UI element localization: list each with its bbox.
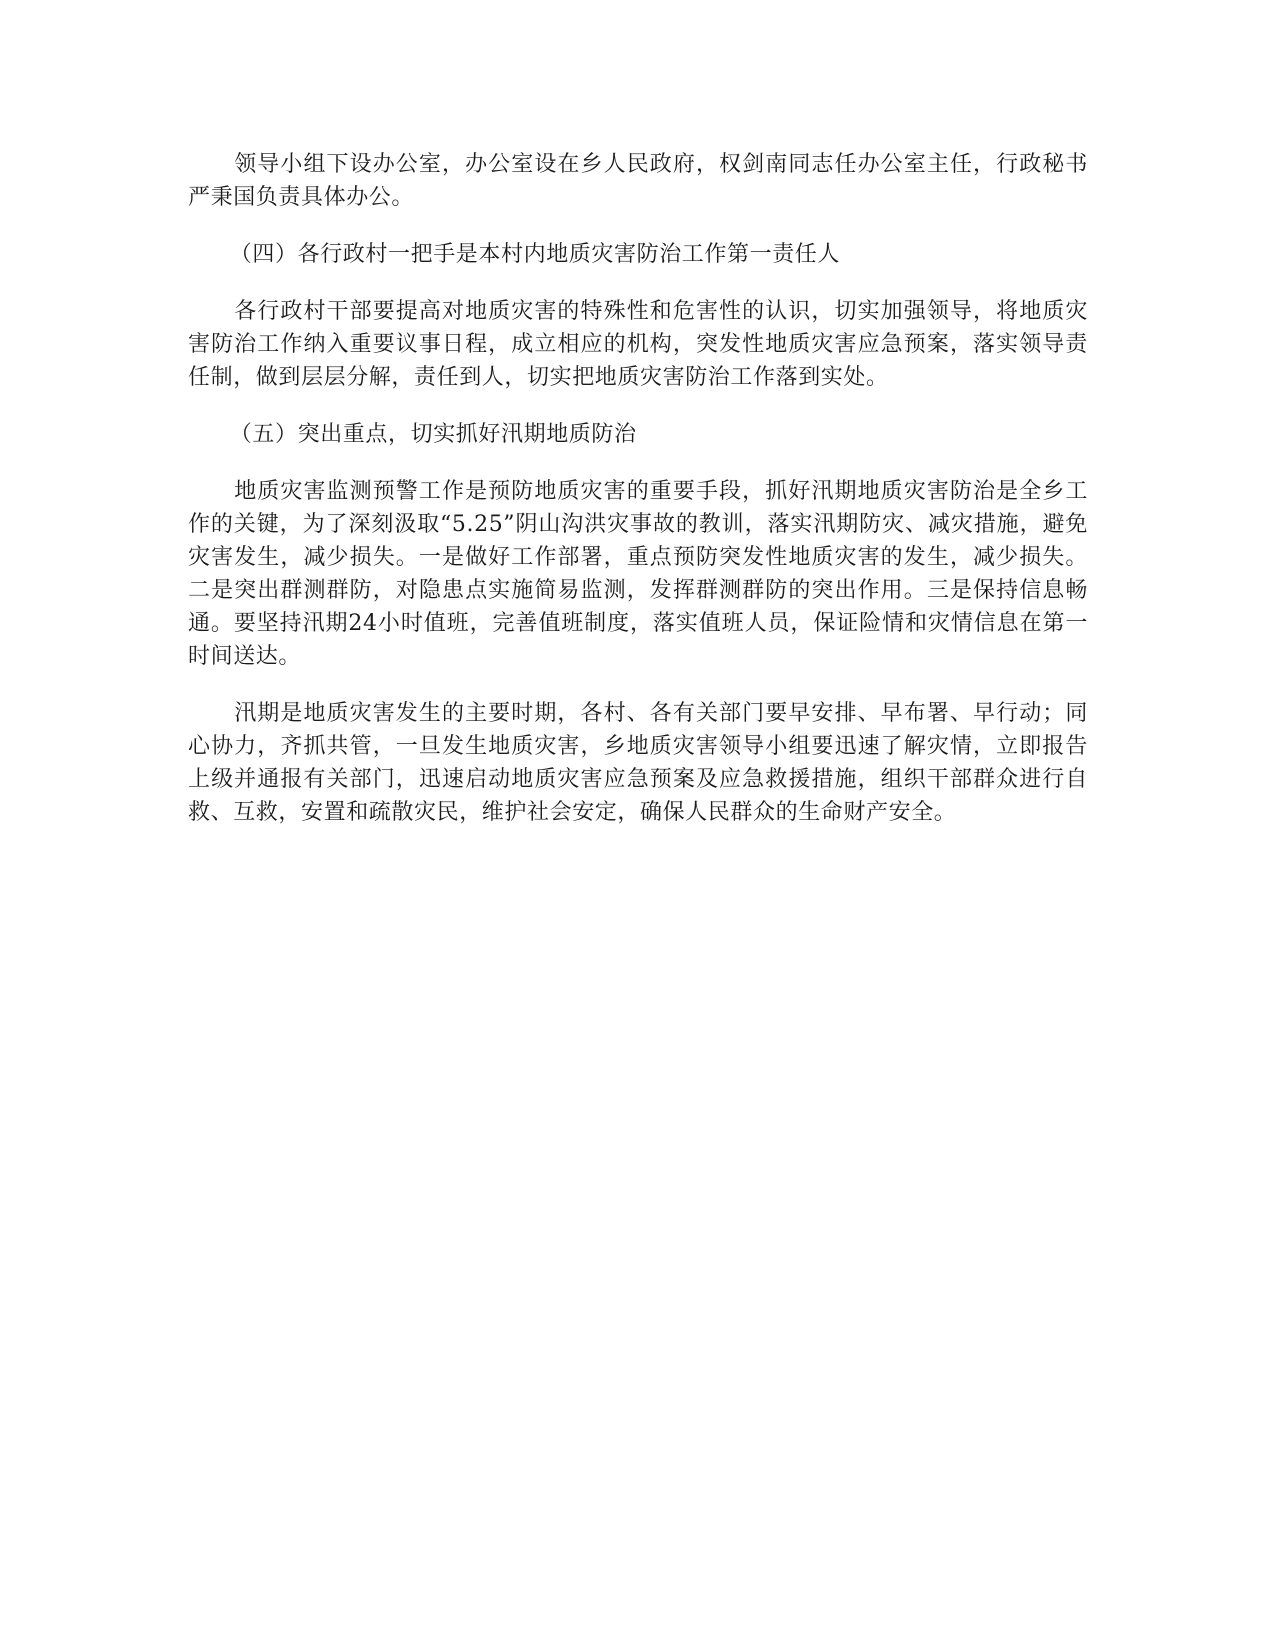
paragraph-village-responsibility: 各行政村干部要提高对地质灾害的特殊性和危害性的认识，切实加强领导，将地质灾害防治工作纳入重要议事日程，成立相应的机构，突发性地质灾害应急预案，落实领导责任制，做到层层分解，责任到人，切实把地质灾害防治工作落到实处。: [188, 299, 1088, 390]
section-heading-four: （四）各行政村一把手是本村内地质灾害防治工作第一责任人: [229, 242, 840, 267]
paragraph-monitoring-warning: 地质灾害监测预警工作是预防地质灾害的重要手段，抓好汛期地质灾害防治是全乡工作的关键，为了深刻汲取“5.25”阴山沟洪灾事故的教训，落实汛期防灾、减灾措施，避免灾害发生，减少损失。一是做好工作部署，重点预防突发性地质灾害的发生，减少损失。二是突出群测群防，对隐患点实施简易监测，发挥群测群防的突出作用。三是保持信息畅通。要坚持汛期24小时值班，完善值班制度，落实值班人员，保证险情和灾情信息在第一时间送达。: [188, 479, 1088, 669]
section-heading-five: （五）突出重点，切实抓好汛期地质防治: [229, 422, 637, 447]
paragraph-flood-season: 汛期是地质灾害发生的主要时期，各村、各有关部门要早安排、早布署、早行动；同心协力，齐抓共管，一旦发生地质灾害，乡地质灾害领导小组要迅速了解灾情，立即报告上级并通报有关部门，迅速启动地质灾害应急预案及应急救援措施，组织干部群众进行自救、互救，安置和疏散灾民，维护社会安定，确保人民群众的生命财产安全。: [188, 701, 1088, 825]
paragraph-office: 领导小组下设办公室，办公室设在乡人民政府，权剑南同志任办公室主任，行政秘书严秉国负责具体办公。: [188, 152, 1088, 210]
document-body: [188, 148, 1088, 853]
